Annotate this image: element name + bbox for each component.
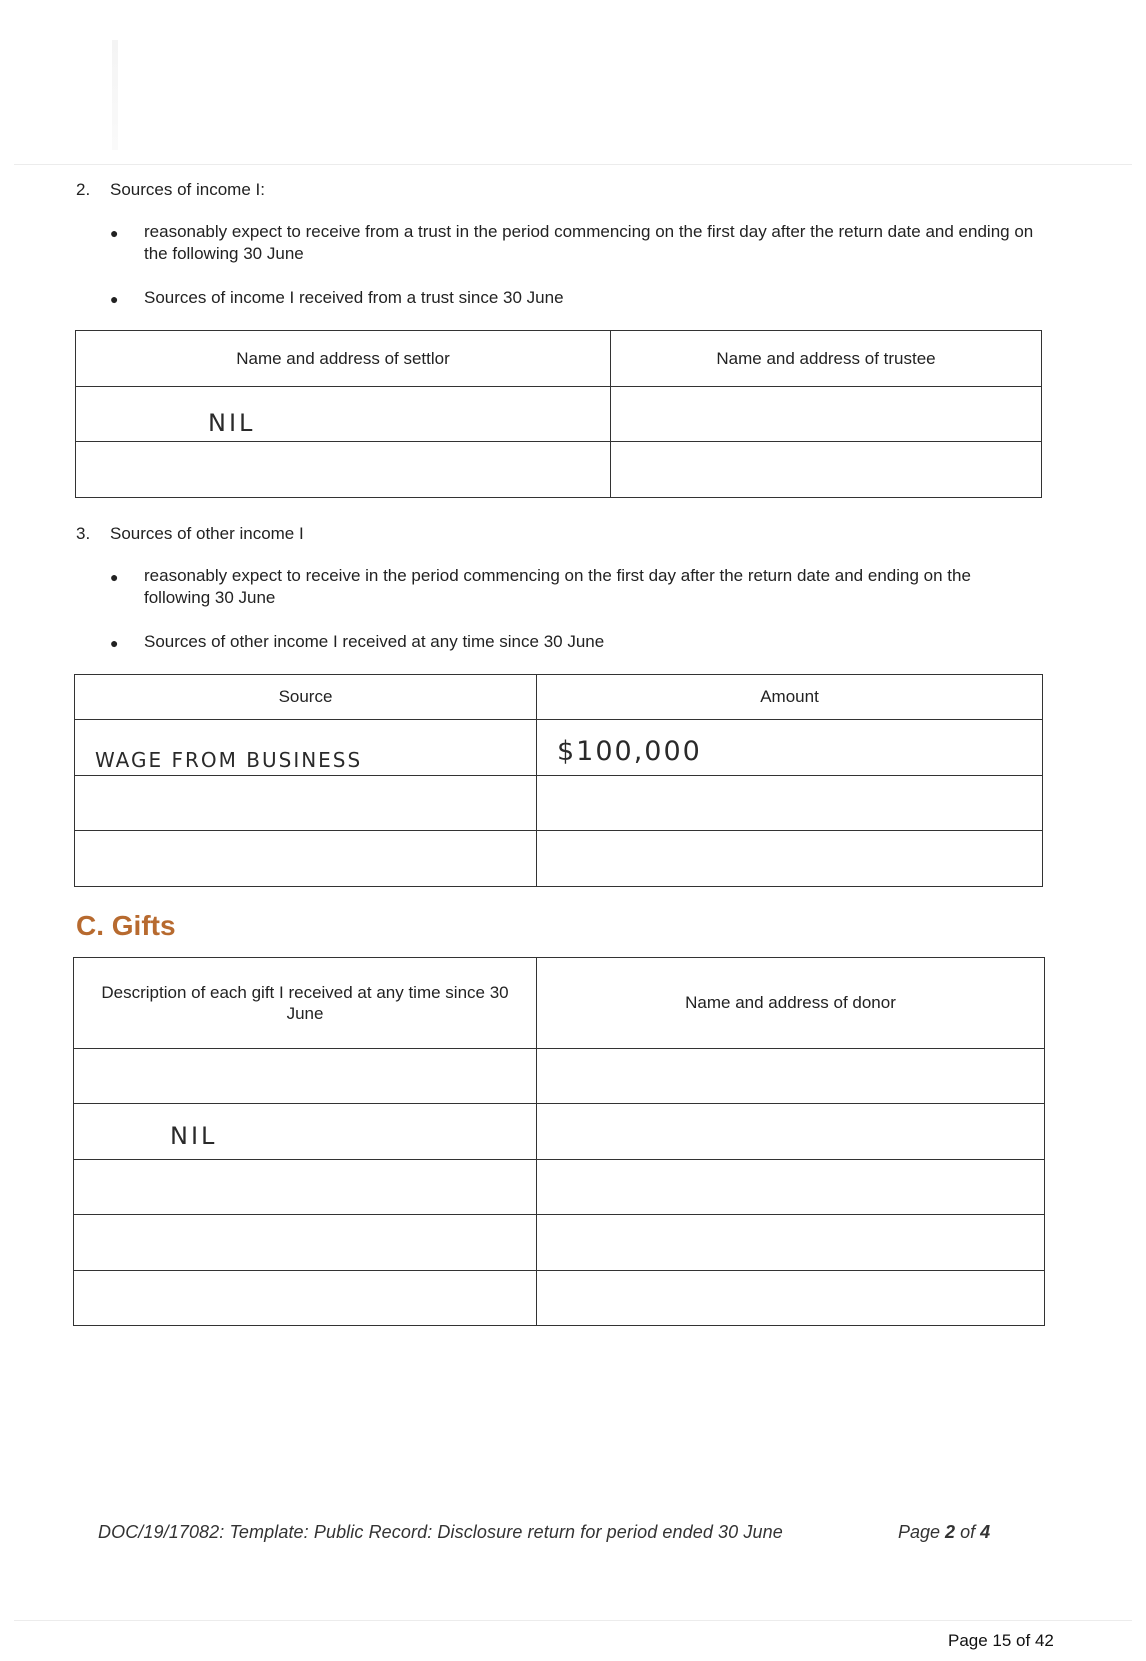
source-cell[interactable] (75, 720, 537, 776)
settlor-cell[interactable] (76, 442, 611, 498)
section-3-bullet-2 (110, 631, 1040, 654)
donor-cell[interactable] (537, 1271, 1045, 1326)
amount-cell[interactable] (537, 720, 1043, 776)
footer-doc-reference: DOC/19/17082: Template: Public Record: Disclosure return for period ended 30 June (98, 1522, 783, 1542)
gift-description-cell[interactable] (74, 1160, 537, 1215)
bullet-icon: ● (110, 225, 119, 241)
bullet-icon: ● (110, 635, 119, 651)
section-3-bullet-1 (110, 565, 1040, 609)
source-cell[interactable] (75, 831, 537, 887)
handwritten-nil: NIL (170, 1122, 218, 1150)
donor-cell[interactable] (537, 1104, 1045, 1160)
header-donor: Name and address of donor (537, 958, 1045, 1049)
settlor-cell[interactable] (76, 387, 611, 442)
section-2-bullet-2 (110, 287, 1040, 310)
section-3-number: 3. (76, 524, 91, 543)
gift-description-cell[interactable] (74, 1215, 537, 1271)
section-3-heading: Sources of other income I (110, 524, 304, 543)
donor-cell[interactable] (537, 1049, 1045, 1104)
header-settlor: Name and address of settlor (76, 331, 611, 387)
page-stamp: Page 15 of 42 (948, 1631, 1054, 1650)
gifts-section-title: C. Gifts (76, 910, 176, 941)
bullet-icon: ● (110, 291, 119, 307)
handwritten-source: WAGE FROM BUSINESS (95, 748, 363, 772)
bullet-text: reasonably expect to receive in the period commencing on the first day after the return date and ending on the following 30 June (144, 566, 971, 607)
header-amount: Amount (537, 675, 1043, 720)
section-2-heading: Sources of income I: (110, 180, 265, 199)
page-mid: of (955, 1522, 981, 1542)
gift-description-cell[interactable] (74, 1049, 537, 1104)
scan-smudge (112, 40, 118, 150)
source-cell[interactable] (75, 776, 537, 831)
handwritten-nil: NIL (208, 409, 256, 437)
section-2-bullet-1 (110, 221, 1040, 265)
bullet-text: Sources of income I received from a trust since 30 June (144, 288, 564, 307)
gift-description-cell[interactable] (74, 1104, 537, 1160)
page-prefix: Page (898, 1522, 946, 1542)
bullet-text: Sources of other income I received at any time since 30 June (144, 632, 605, 651)
header-source: Source (75, 675, 537, 720)
scan-edge-bottom (14, 1620, 1132, 1621)
trust-income-table (75, 330, 1042, 498)
donor-cell[interactable] (537, 1160, 1045, 1215)
bullet-text: reasonably expect to receive from a trust in the period commencing on the first day after the return date and ending on the following 30 June (144, 222, 1034, 263)
header-gift-description: Description of each gift I received at any time since 30 June (74, 958, 537, 1049)
gifts-table (73, 957, 1045, 1326)
footer-page-number (898, 1522, 990, 1543)
amount-cell[interactable] (537, 776, 1043, 831)
bullet-icon: ● (110, 569, 119, 585)
donor-cell[interactable] (537, 1215, 1045, 1271)
handwritten-amount: $100,000 (557, 736, 702, 767)
section-2-number: 2. (76, 180, 91, 199)
gift-description-cell[interactable] (74, 1271, 537, 1326)
amount-cell[interactable] (537, 831, 1043, 887)
scan-edge-top (14, 164, 1132, 165)
other-income-table (74, 674, 1043, 887)
header-trustee: Name and address of trustee (611, 331, 1042, 387)
page-total: 4 (980, 1522, 991, 1542)
trustee-cell[interactable] (611, 442, 1042, 498)
page-current: 2 (945, 1522, 956, 1542)
trustee-cell[interactable] (611, 387, 1042, 442)
